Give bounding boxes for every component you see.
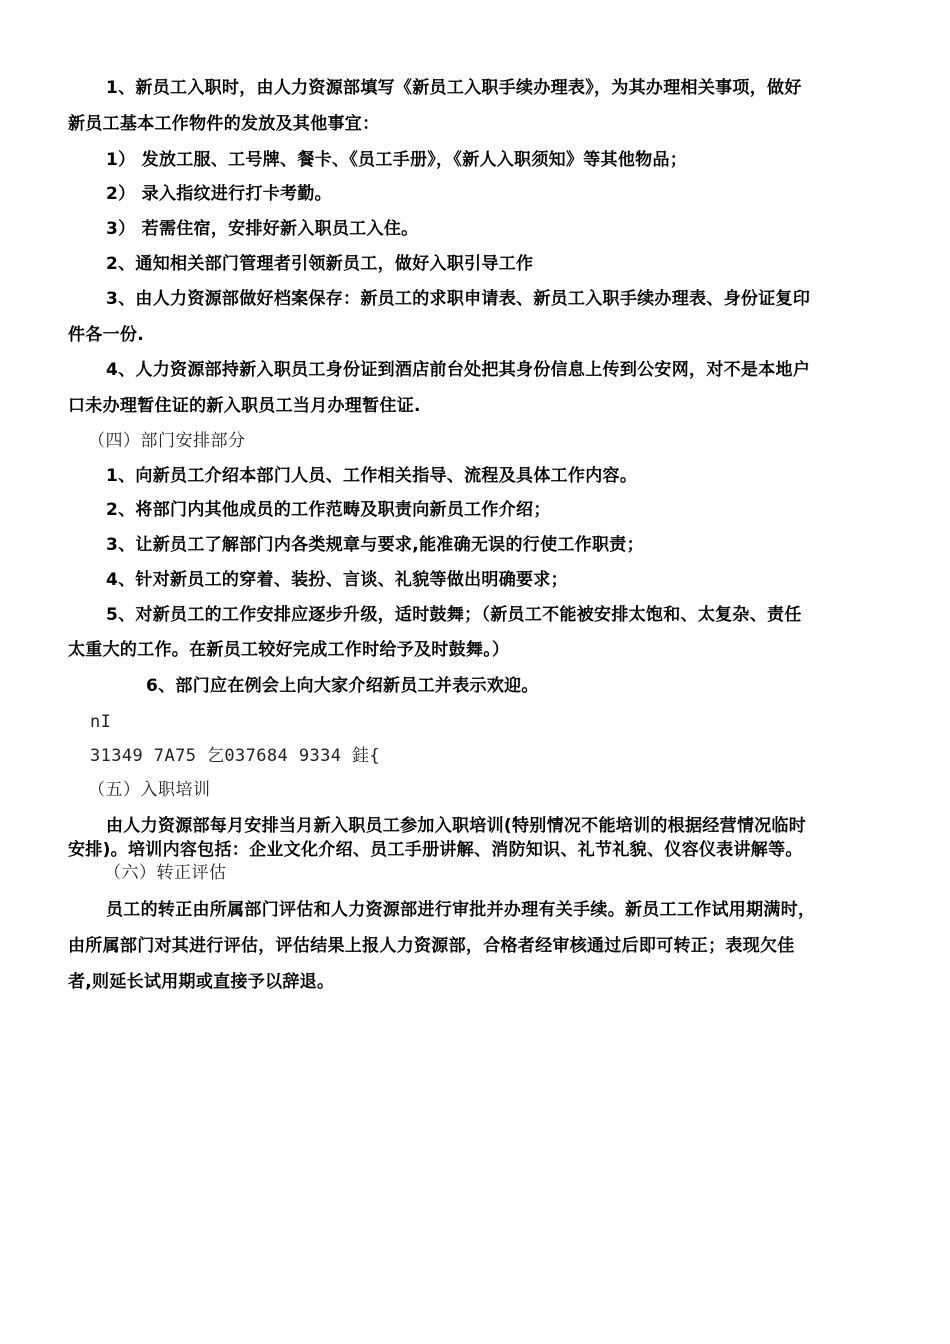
section-6-paragraph-line-3: 者,则延长试用期或直接予以辞退。 — [68, 972, 335, 992]
list-item-3: 3） 若需住宿，安排好新入职员工入住。 — [106, 219, 419, 239]
section-4-item-3: 3、让新员工了解部门内各类规章与要求,能准确无误的行使工作职责； — [106, 535, 644, 555]
paragraph-3-line-2: 件各一份. — [68, 325, 144, 345]
section-heading-5: （五）入职培训 — [88, 780, 211, 800]
section-6-paragraph-line-1: 员工的转正由所属部门评估和人力资源部进行审批并办理有关手续。新员工工作试用期满时， — [106, 900, 816, 920]
section-heading-4: （四）部门安排部分 — [88, 431, 246, 451]
section-4-item-4: 4、针对新员工的穿着、装扮、言谈、礼貌等做出明确要求； — [106, 570, 568, 590]
garbled-text-line-2: 31349 7A75 乞037684 9334 銈{ — [90, 746, 381, 766]
section-4-item-6: 6、部门应在例会上向大家介绍新员工并表示欢迎。 — [146, 676, 539, 696]
paragraph-4-line-1: 4、人力资源部持新入职员工身份证到酒店前台处把其身份信息上传到公安网，对不是本地户 — [106, 360, 811, 380]
section-6-paragraph-line-2: 由所属部门对其进行评估，评估结果上报人力资源部，合格者经审核通过后即可转正；表现欠佳 — [68, 936, 795, 956]
list-item-2: 2） 录入指纹进行打卡考勤。 — [106, 184, 332, 204]
section-4-item-1: 1、向新员工介绍本部门人员、工作相关指导、流程及具体工作内容。 — [106, 466, 638, 486]
paragraph-1-line-1: 1、新员工入职时，由人力资源部填写《新员工入职手续办理表》，为其办理相关事项，做好 — [106, 78, 802, 98]
paragraph-1-line-2: 新员工基本工作物件的发放及其他事宜： — [68, 114, 380, 134]
paragraph-2: 2、通知相关部门管理者引领新员工，做好入职引导工作 — [106, 254, 534, 274]
garbled-text-line-1: nI — [90, 712, 112, 732]
section-5-paragraph-line-1: 由人力资源部每月安排当月新入职员工参加入职培训(特别情况不能培训的根据经营情况临时 — [106, 816, 807, 836]
section-4-item-5-line-1: 5、对新员工的工作安排应逐步升级，适时鼓舞；（新员工不能被安排太饱和、太复杂、责任 — [106, 605, 802, 625]
section-4-item-5-line-2: 太重大的工作。在新员工较好完成工作时给予及时鼓舞。） — [68, 640, 510, 660]
paragraph-4-line-2: 口未办理暂住证的新入职员工当月办理暂住证. — [68, 396, 421, 416]
section-5-paragraph-line-2: 安排)。培训内容包括：企业文化介绍、员工手册讲解、消防知识、礼节礼貌、仪容仪表讲解等。 — [68, 840, 803, 860]
section-4-item-2: 2、将部门内其他成员的工作范畴及职责向新员工作介绍； — [106, 500, 551, 520]
paragraph-3-line-1: 3、由人力资源部做好档案保存：新员工的求职申请表、新员工入职手续办理表、身份证复印 — [106, 289, 811, 309]
list-item-1: 1） 发放工服、工号牌、餐卡、《员工手册》，《新人入职须知》等其他物品； — [106, 150, 688, 170]
section-heading-6: （六）转正评估 — [104, 863, 227, 883]
